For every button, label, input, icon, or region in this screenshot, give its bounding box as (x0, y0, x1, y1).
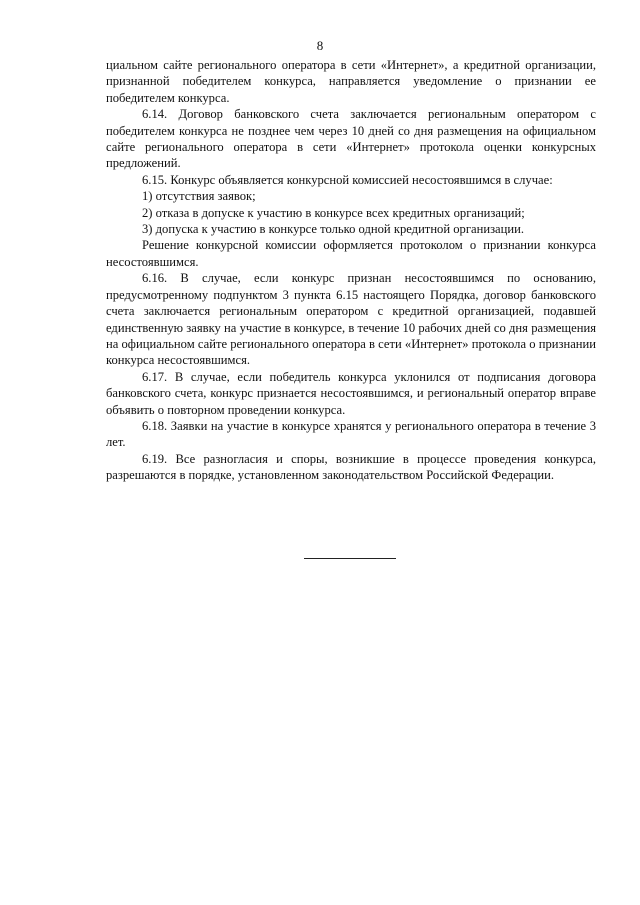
paragraph-6-17: 6.17. В случае, если победитель конкурса уклонился от подписания договора банковского счета, конкурс признается несостоявшимся, и региональный оператор вправе объявить о повторном проведении конкурса. (106, 369, 596, 417)
paragraph-6-16: 6.16. В случае, если конкурс признан несостоявшимся по основанию, предусмотренному подпунктом 3 пункта 6.15 настоящего Порядка, договор банковского счета заключается региональным оператором с кредитной организацией, подавшей единственную заявку на участие в конкурсе, в течение 10 рабочих дней со дня размещения на официальном сайте регионального оператора в сети «Интернет» протокола о признании конкурса несостоявшимся. (106, 271, 596, 368)
list-item-2: 2) отказа в допуске к участию в конкурсе всех кредитных организаций; (142, 205, 525, 220)
paragraph-decision: Решение конкурсной комиссии оформляется протоколом о признании конкурса несостоявшимся. (106, 238, 596, 269)
paragraph-continuation: циальном сайте регионального оператора в сети «Интернет», а кредитной организации, признанной победителем конкурса, направляется уведомление о признании ее победителем конкурса. (106, 58, 596, 105)
document-body (106, 57, 596, 484)
paragraph-6-15: 6.15. Конкурс объявляется конкурсной комиссией несостоявшимся в случае: (142, 172, 553, 187)
end-divider-line (304, 558, 396, 559)
paragraph-6-18: 6.18. Заявки на участие в конкурсе хранятся у регионального оператора в течение 3 лет. (106, 418, 596, 450)
paragraph-6-14: 6.14. Договор банковского счета заключается региональным оператором с победителем конкурса не позднее чем через 10 дней со дня размещения на официальном сайте регионального оператора в сети «Интернет» протокола оценки конкурсных предложений. (106, 107, 596, 171)
page-number: 8 (316, 38, 324, 53)
list-item-3: 3) допуска к участию в конкурсе только одной кредитной организации. (142, 222, 524, 237)
paragraph-6-19: 6.19. Все разногласия и споры, возникшие в процессе проведения конкурса, разрешаются в порядке, установленном законодательством Российской Федерации. (106, 451, 596, 483)
list-item-1: 1) отсутствия заявок; (142, 189, 256, 204)
